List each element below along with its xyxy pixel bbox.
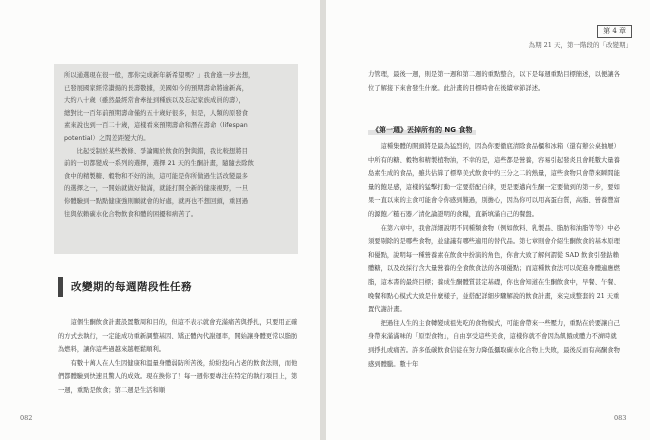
quote-text [64, 70, 294, 221]
quote-line: 前的一切都變成一系列的選擇，選擇 21 天的生酮計畫，隨隨去除飲 [64, 160, 254, 168]
paragraph: 有數十萬人在人生因健康和溫量身體弱防所苦後，紛紛投向占老的飲食法則，而他們都體驗到快速且驚人的成效。現在換你了！每一週你要專注在特定的執行項目上，第一週，重點是飲食；第二週是生活和順 [58, 359, 298, 394]
quote-line: 往與依賴碳水化合物飲食和體的困擾和病苦了。 [64, 210, 198, 218]
paragraph: 力管理，最後一週，則是第一週和第二週的重點整合，以下是每週重點目標簡述，以便讓各位了解接下來會發生什麼。此計畫的目標時會在後續章節詳述。 [368, 71, 620, 92]
chapter-label: 第 4 章 [597, 25, 632, 38]
quote-line: 所以通選現在很一般，那你完成新年新希望嗎？」我會進一步去想， [64, 72, 255, 79]
paragraph: 這種集體的開頭將是最為猛烈的，因為你要徹底清除食品櫃和冰箱（還有辦公桌抽屜）中所有的糖、穀物和精製植物油，不幸的是，這些都是營養，容易引起發炎且會耗數大量養島素生成的食品，雖共估算了標準美式飲食中約三分之二的熱量，這些食物只會帶來瞬間能量的飽足感，這樣的猛擊打動一定要搭配自律，更是要邁向生酮一定要做到的第一步，要如果一直以來的主食可能會令你感到難過，別擔心，因為你可以用高蛋白質，高脂、營養豐富的源飽／糙石器／清化論證明的食糧，直新填滿自己的餐盤。 [368, 143, 620, 218]
paragraph: 這個生酮飲食計畫設置數周和目的，但這不表示就會充滿痛苦與掙扎，只要用正確的方式去執行，一定能成功重新調整基因、矯正體內代謝運率，開始讓身體更常以脂肪為燃料，讓你這些過越來越輕鬆順利。 [58, 319, 298, 354]
right-body-text [368, 68, 620, 95]
quote-line: 已發展國家經常讚揚的長壽數據，美國如今的預期壽命將逾新高， [64, 84, 249, 92]
running-header [529, 18, 632, 49]
page-number-left: 082 [20, 414, 33, 422]
left-body-text [58, 316, 303, 398]
section-heading-text: 改變期的每週階段性任務 [71, 281, 192, 293]
quote-line: 大約八十歲（雖然最經常會牽扯到種族以及忘記家族成員的壽）， [64, 97, 245, 105]
chapter-subtitle: 為期 21 天，第一階段的「改變期」 [528, 41, 632, 49]
quote-line: 總對比一百年前預期壽命僅約五十歲好很多，但是，人類的原發食 [64, 109, 249, 117]
section-heading [58, 277, 288, 297]
quote-line: 的選擇之一，一開始就做好做滿，就能打開全新的健康視野，一旦 [64, 185, 249, 193]
quote-line: 你體驗到一點點健康強則願就會的好處，就再也不想回頭，重回過 [64, 197, 249, 205]
quote-line: 素來說也到一百二十歲，這樣看來預期壽命和潛在壽命（lifespan [64, 122, 248, 130]
section-heading-bar [58, 277, 63, 297]
subheading-text: 《第一週》丟掉所有的 NG 食物 [372, 126, 473, 134]
quote-line: 比起受制於某些教條、爭論關於飲食的對與錯，我比較想將目 [76, 147, 248, 155]
paragraph: 把過往人生的主食轉變成祖先吃的食物模式，可能會帶來一些壓力，重點在於要讓自己身帶來滿滿味的「原型食物」，自由享受這些美食，這樣你就不會因為飢餓或體力不濟時就到掙扎或痛苦。許多低碳飲食信徒在努力降低攝取碳水化合物上失敗，最後反而有高酮食物感到體臘。數十年 [368, 319, 620, 368]
paragraph: 在第六章中，我會詳細說明不同種類食物（例如飲料、乳製品、脂肪和油脂等等）中必須要剔除的是哪些食物，並建議有哪些適用的替代品。第七章則會介紹生酮飲食的基本原理和優點，說明每一種營養素在飲食中扮演的角色，你會大致了解何謂從 SAD 飲食引發鈷賴體糖，以及改採行含大量營養的全食飲食法的各項優點；而這種飲食法可以促進身體適應燃脂，這本書的最終目標；養成生酮體質甚定基礎，你也會知道在生酮飲食中，早餐、午餐、晚餐和點心模式大致是什麼樣子，並搭配詳細步驟解說的飲食計畫，來完成整套的 21 天重置代謝計畫。 [368, 224, 620, 314]
page-number-right: 083 [614, 414, 627, 422]
quote-line: 食中的精製糖、穀物和不好的油，這可能是你所做過生活改變最多 [64, 172, 249, 180]
subheading [372, 125, 472, 135]
quote-line: potential）之間差距變大的。 [64, 134, 150, 142]
right-body-text-2 [368, 140, 620, 371]
